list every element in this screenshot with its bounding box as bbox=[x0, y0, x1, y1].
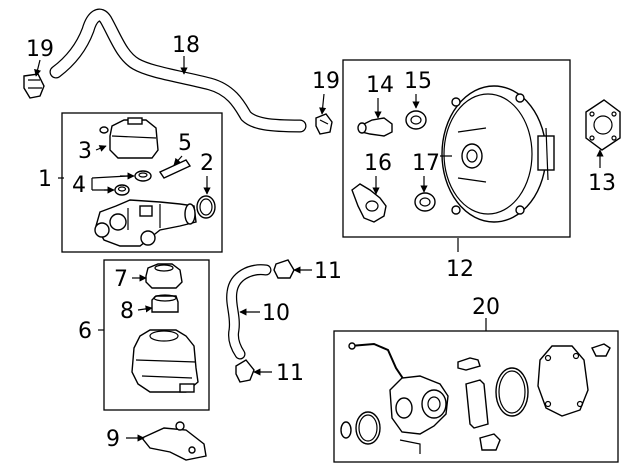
master-cylinder-body bbox=[95, 200, 196, 246]
callout-6: 6 bbox=[78, 319, 92, 344]
fitting-14 bbox=[358, 118, 392, 136]
pump-clip bbox=[480, 434, 500, 450]
bracket-9 bbox=[142, 422, 206, 460]
valve-16 bbox=[352, 184, 386, 222]
callout-9: 9 bbox=[106, 427, 120, 452]
hose-clamp-11-bottom bbox=[236, 360, 254, 382]
callout-10: 10 bbox=[262, 301, 290, 326]
leader-3 bbox=[96, 146, 106, 150]
grommet-15 bbox=[406, 111, 426, 129]
callout-18: 18 bbox=[172, 33, 200, 58]
reservoir-tank bbox=[132, 330, 198, 392]
callout-4: 4 bbox=[72, 173, 86, 198]
callout-12: 12 bbox=[446, 257, 474, 282]
leader-19-right bbox=[322, 94, 324, 114]
callout-11-bottom: 11 bbox=[276, 361, 304, 386]
hose-clip-19-left bbox=[24, 74, 44, 98]
callout-19-left: 19 bbox=[26, 37, 54, 62]
callout-19-right: 19 bbox=[312, 69, 340, 94]
callout-20: 20 bbox=[472, 295, 500, 320]
cap-7 bbox=[146, 264, 182, 288]
pump-gasket bbox=[538, 346, 588, 416]
vacuum-hose-18 bbox=[56, 15, 300, 126]
pump-seal-ring bbox=[496, 368, 528, 416]
callout-16: 16 bbox=[364, 151, 392, 176]
gasket-13 bbox=[586, 100, 620, 150]
seal-4b bbox=[115, 185, 129, 195]
callout-8: 8 bbox=[120, 299, 134, 324]
o-ring-pump-small bbox=[341, 422, 351, 438]
brake-booster bbox=[440, 86, 554, 222]
callout-15: 15 bbox=[404, 69, 432, 94]
strainer-8 bbox=[152, 295, 178, 312]
pin-5 bbox=[160, 160, 190, 178]
callout-3: 3 bbox=[78, 139, 92, 164]
hose-clip-19-right bbox=[316, 114, 332, 134]
callout-5: 5 bbox=[178, 131, 192, 156]
reservoir-cap-3 bbox=[100, 118, 158, 158]
callout-1: 1 bbox=[38, 167, 52, 192]
hose-clamp-11-top bbox=[274, 260, 294, 278]
callout-14: 14 bbox=[366, 73, 394, 98]
leader-8 bbox=[138, 308, 152, 310]
pump-cover-plate bbox=[466, 380, 488, 428]
callout-7: 7 bbox=[114, 267, 128, 292]
o-ring-pump-large bbox=[356, 412, 380, 444]
grommet-17 bbox=[415, 193, 435, 211]
callout-11-top: 11 bbox=[314, 259, 342, 284]
seal-4a bbox=[135, 171, 151, 181]
callout-13: 13 bbox=[588, 171, 616, 196]
pump-bolt bbox=[592, 344, 610, 356]
callout-17: 17 bbox=[412, 151, 440, 176]
pump-bracket bbox=[458, 358, 480, 370]
o-ring-2 bbox=[197, 196, 215, 218]
callout-2: 2 bbox=[200, 151, 214, 176]
